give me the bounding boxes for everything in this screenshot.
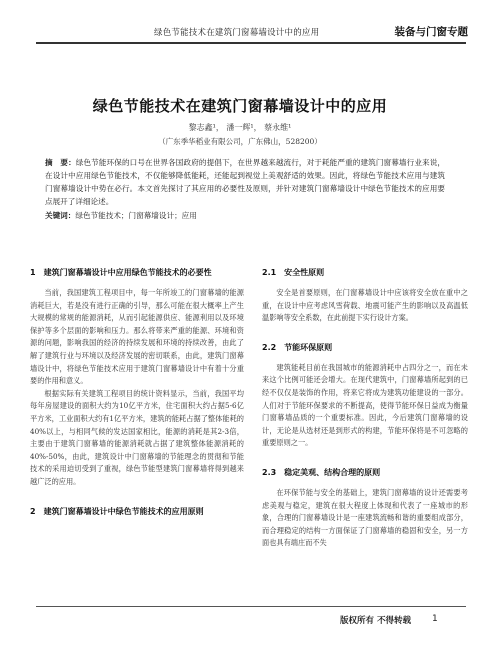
article-authors: 黎志鑫¹， 潘一辉¹， 蔡永维¹ [188,123,292,132]
paragraph: 在环保节能与安全的基础上，建筑门窗幕墙的设计还需要考虑美观与稳定，建筑在很大程度上体现和代表了一座城市的形象，合理的门窗幕墙设计是一座建筑流畅和谐的重要组成部分，而合理稳定的结构一方面保证了门窗幕墙的稳固和安全，另一方面也具有端庄而不失 [262,487,468,548]
paragraph: 建筑能耗目前在我国城市的能源消耗中占四分之一，而在未来这个比例可能还会增大。在现代建筑中，门窗幕墙所起到的已经不仅仅是装饰的作用，将来它将成为建筑功能建设的一部分。人们对于节能环保要求的不断提高，使得节能环保日益成为衡量门窗幕墙品质的一个重要标准。因此，今后建筑门窗幕墙的设计，无论是从选材还是到形式的构建，节能环保将是不可忽略的重要原则之一。 [262,362,468,448]
subsection-heading: 2.2 节能环保原则 [262,342,333,352]
paragraph: 安全是首要原则，在门窗幕墙设计中应该将安全放在重中之重，在设计中应考虑风雪荷载、地震可能产生的影响以及高温低温影响等安全系数，在此前提下实行设计方案。 [262,288,468,323]
page-header [0,0,480,44]
keywords-text: 绿色节能技术；门窗幕墙设计；应用 [75,211,197,220]
subsection-heading: 2.3 稳定美观、结构合理的原则 [262,467,381,477]
abstract-text: 绿色节能环保的口号在世界各国政府的提倡下，在世界越来越流行，对于耗能严重的建筑门窗幕墙行业来说，在设计中应用绿色节能技术，不仅能够降低能耗，还能起到视觉上美观舒适的效果。因此，将绿色节能技术应用与建筑门窗幕墙设计中势在必行。本文首先探讨了其应用的必要性及原则，并针对建筑门窗幕墙设计中绿色节能技术的应用要点展开了详细论述。 [45,158,445,206]
abstract [45,156,445,208]
article-affiliation: （广东季华稻业有限公司，广东佛山，528200） [158,137,322,146]
right-column [262,262,468,550]
left-column [30,262,244,526]
copyright-notice: 版权所有 不得转载 [340,616,411,626]
running-title: 绿色节能技术在建筑门窗幕墙设计中的应用 [154,28,320,38]
abstract-label: 摘 要： [45,158,76,167]
paragraph: 根据实际有关建筑工程项目的统计资料显示，当前，我国平均每年房屋建设的面积大约为10亿平方米，住宅面积大约占据5-6亿平方米，工业面积大约有1亿平方米，建筑的能耗占据了整体能耗的40%以上，与相同气候的发达国家相比，能源的消耗是其2-3倍，主要由于建筑门窗幕墙的能源消耗就占据了建筑整体能源消耗的40%-50%，由此，建筑设计中门窗幕墙的节能理念的贯彻和节能技术的采用迫切受到了重视，绿色节能型建筑门窗幕墙将得到越来越广泛的应用。 [30,388,244,486]
subsection-heading: 2.1 安全性原则 [262,268,325,277]
page-number: 1 [432,614,438,624]
footer-divider [36,606,466,607]
journal-section-label: 装备与门窗专题 [394,26,468,38]
section-heading: 1 建筑门窗幕墙设计中应用绿色节能技术的必要性 [30,268,212,277]
paragraph: 当前，我国建筑工程项目中，每一年所竣工的门窗幕墙的能源消耗巨大，若是没有进行正确的引导，那么可能在很大概率上产生大规模的常规的能源消耗，从而引起能源供应、能源利用以及环境保护等多个层面的影响和压力。那么将带来严重的能源、环境和资源的问题，影响我国的经济的持续发展和环境的持续改善，由此了解了建筑行业与环境以及经济发展的密切联系，由此，建筑门窗幕墙设计中，将绿色节能技术应用于建筑门窗幕墙设计中有着十分重要的作用和意义。 [30,288,244,386]
header-divider [36,42,466,44]
article-title: 绿色节能技术在建筑门窗幕墙设计中的应用 [92,97,388,115]
page-footer [0,606,480,626]
section-heading: 2 建筑门窗幕墙设计中绿色节能技术的应用原则 [30,506,204,516]
keywords [45,209,445,222]
keywords-label: 关键词： [45,211,76,220]
